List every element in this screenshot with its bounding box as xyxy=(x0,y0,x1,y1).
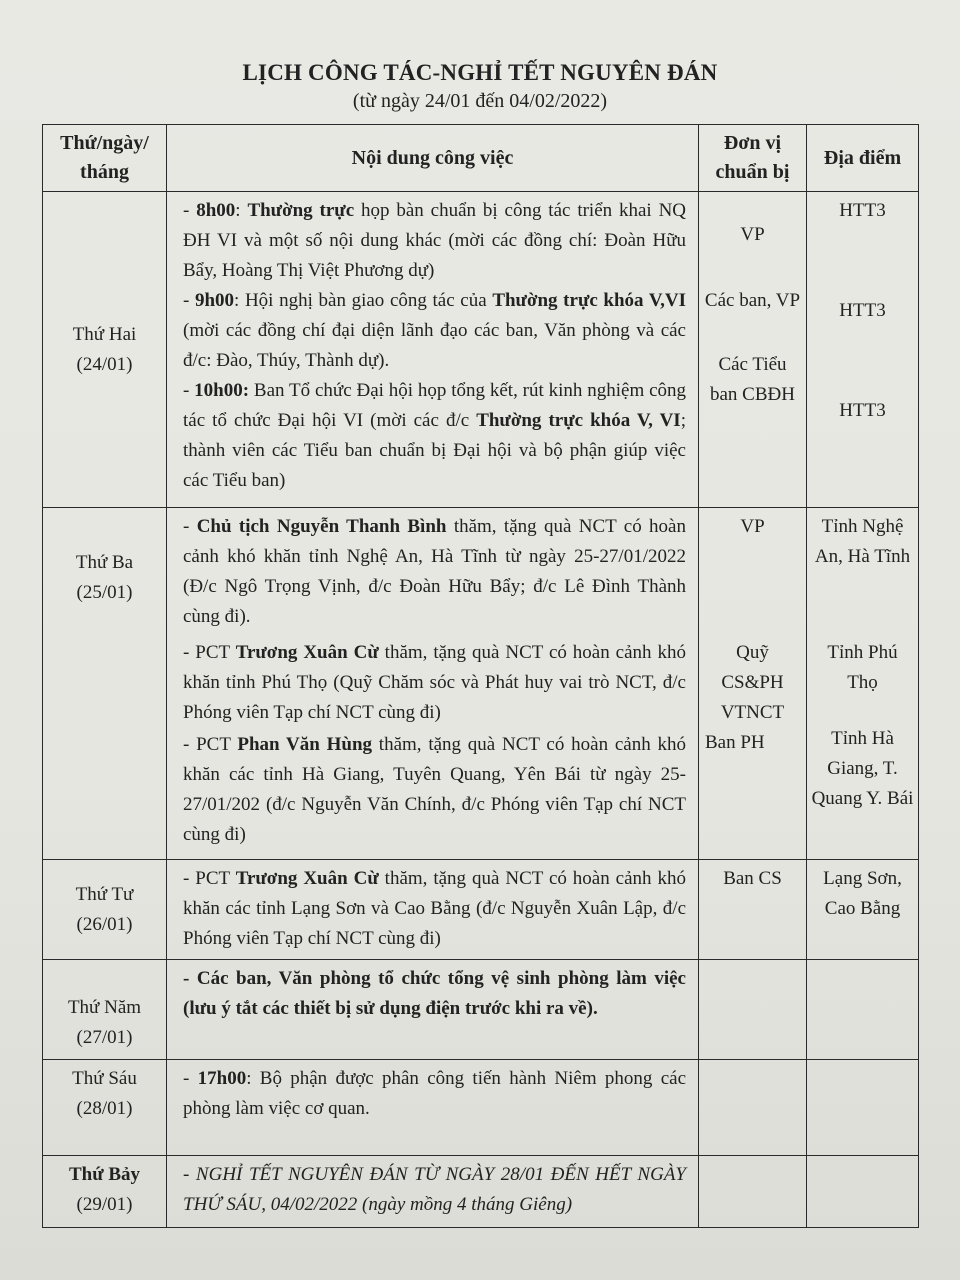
day-date: (28/01) xyxy=(76,1098,133,1119)
day-date: (27/01) xyxy=(76,1027,133,1048)
day-name: Thứ Hai xyxy=(72,323,137,345)
unit-cell xyxy=(699,1060,807,1156)
unit-label: Ban CS xyxy=(723,868,782,889)
day-date: (29/01) xyxy=(76,1194,133,1215)
task-item: - 8h00: Thường trực họp bàn chuẩn bị công tác triển khai NQ ĐH VI và một số nội dung khác (mời các đồng chí: Đoàn Hữu Bẩy, Hoàng Thị Việt Phương dự) xyxy=(183,200,687,281)
table-row xyxy=(43,1156,919,1228)
day-cell xyxy=(43,508,167,860)
place-label: Tỉnh Phú Thọ xyxy=(827,642,898,693)
place-label: Tỉnh Hà Giang, T. Quang Y. Bái xyxy=(811,728,914,809)
content-cell xyxy=(167,1156,699,1228)
day-cell xyxy=(43,1156,167,1228)
day-name: Thứ Sáu xyxy=(72,1068,137,1089)
day-name: Thứ Bảy xyxy=(68,1164,141,1185)
unit-label: Các ban, VP xyxy=(704,290,801,311)
place-cell xyxy=(807,1060,919,1156)
unit-label: VP xyxy=(740,516,765,537)
place-label: HTT3 xyxy=(839,300,886,321)
content-cell xyxy=(167,960,699,1060)
place-cell xyxy=(807,508,919,860)
day-date: (26/01) xyxy=(76,913,133,935)
unit-label: Các Tiểu ban CBĐH xyxy=(710,354,795,405)
place-cell xyxy=(807,860,919,960)
unit-cell xyxy=(699,192,807,508)
place-cell xyxy=(807,1156,919,1228)
task-item: - PCT Trương Xuân Cừ thăm, tặng quà NCT có hoàn cảnh khó khăn tỉnh Phú Thọ (Quỹ Chăm sóc và Phát huy vai trò NCT, đ/c Phóng viên Tạp chí NCT cùng đi) xyxy=(183,642,686,723)
column-header-day: Thứ/ngày/ tháng xyxy=(43,125,167,192)
place-label: Tỉnh Nghệ An, Hà Tĩnh xyxy=(814,516,911,567)
content-cell xyxy=(167,860,699,960)
task-item: - Các ban, Văn phòng tổ chức tổng vệ sinh phòng làm việc (lưu ý tắt các thiết bị sử dụng điện trước khi ra về). xyxy=(183,968,686,1019)
place-label: HTT3 xyxy=(839,200,886,221)
day-cell xyxy=(43,860,167,960)
unit-cell xyxy=(699,960,807,1060)
day-name: Thứ Tư xyxy=(75,883,134,905)
table-header-row xyxy=(43,125,919,192)
day-cell xyxy=(43,960,167,1060)
day-name: Thứ Năm xyxy=(67,997,142,1018)
schedule-table xyxy=(42,124,919,1228)
task-item: - 9h00: Hội nghị bàn giao công tác của Thường trực khóa V,VI (mời các đồng chí đại diện lãnh đạo các ban, Văn phòng và các đ/c: Đào, Thúy, Thành dự). xyxy=(183,290,686,371)
unit-label: Ban PH xyxy=(705,732,765,753)
column-header-place: Địa điểm xyxy=(807,125,919,192)
unit-label: Quỹ CS&PH VTNCT xyxy=(720,642,785,723)
place-label: HTT3 xyxy=(839,400,886,421)
column-header-content: Nội dung công việc xyxy=(167,125,699,192)
document-title: LỊCH CÔNG TÁC-NGHỈ TẾT NGUYÊN ĐÁN xyxy=(242,60,718,85)
day-name: Thứ Ba xyxy=(75,552,134,573)
task-item: - NGHỈ TẾT NGUYÊN ĐÁN TỪ NGÀY 28/01 ĐẾN HẾT NGÀY THỨ SÁU, 04/02/2022 (ngày mồng 4 tháng Giêng) xyxy=(183,1164,686,1215)
unit-cell xyxy=(699,508,807,860)
content-cell xyxy=(167,192,699,508)
table-row xyxy=(43,1060,919,1156)
place-cell xyxy=(807,192,919,508)
unit-cell xyxy=(699,860,807,960)
table-row xyxy=(43,192,919,508)
day-date: (24/01) xyxy=(76,353,133,375)
table-row xyxy=(43,960,919,1060)
document-subtitle: (từ ngày 24/01 đến 04/02/2022) xyxy=(352,90,608,112)
task-item: - Chủ tịch Nguyễn Thanh Bình thăm, tặng quà NCT có hoàn cảnh khó khăn tỉnh Nghệ An, Hà Tĩnh từ ngày 25-27/01/2022 (Đ/c Ngô Trọng Vịnh, đ/c Đoàn Hữu Bẩy; đ/c Lê Đình Thành cùng đi). xyxy=(183,516,686,627)
unit-cell xyxy=(699,1156,807,1228)
task-item: - PCT Phan Văn Hùng thăm, tặng quà NCT có hoàn cảnh khó khăn các tỉnh Hà Giang, Tuyên Quang, Yên Bái từ ngày 25-27/01/202 (đ/c Nguyễn Văn Chính, đ/c Phóng viên Tạp chí NCT cùng đi) xyxy=(183,734,686,845)
day-cell xyxy=(43,192,167,508)
unit-label: VP xyxy=(740,224,765,245)
content-cell xyxy=(167,1060,699,1156)
table-row xyxy=(43,508,919,860)
place-label: Lạng Sơn, Cao Bằng xyxy=(823,868,902,919)
task-item: - PCT Trương Xuân Cừ thăm, tặng quà NCT có hoàn cảnh khó khăn các tỉnh Lạng Sơn và Cao Bằng (đ/c Nguyễn Xuân Lập, đ/c Phóng viên Tạp chí NCT cùng đi) xyxy=(183,868,686,949)
task-item: - 17h00: Bộ phận được phân công tiến hành Niêm phong các phòng làm việc cơ quan. xyxy=(183,1068,687,1119)
place-cell xyxy=(807,960,919,1060)
table-row xyxy=(43,860,919,960)
content-cell xyxy=(167,508,699,860)
task-item: - 10h00: Ban Tổ chức Đại hội họp tổng kết, rút kinh nghiệm công tác tổ chức Đại hội VI (mời các đ/c Thường trực khóa V, VI; thành viên các Tiểu ban chuẩn bị Đại hội và bộ phận giúp việc các Tiểu ban) xyxy=(183,380,686,491)
day-date: (25/01) xyxy=(76,582,133,603)
day-cell xyxy=(43,1060,167,1156)
column-header-unit: Đơn vị chuẩn bị xyxy=(699,125,807,192)
